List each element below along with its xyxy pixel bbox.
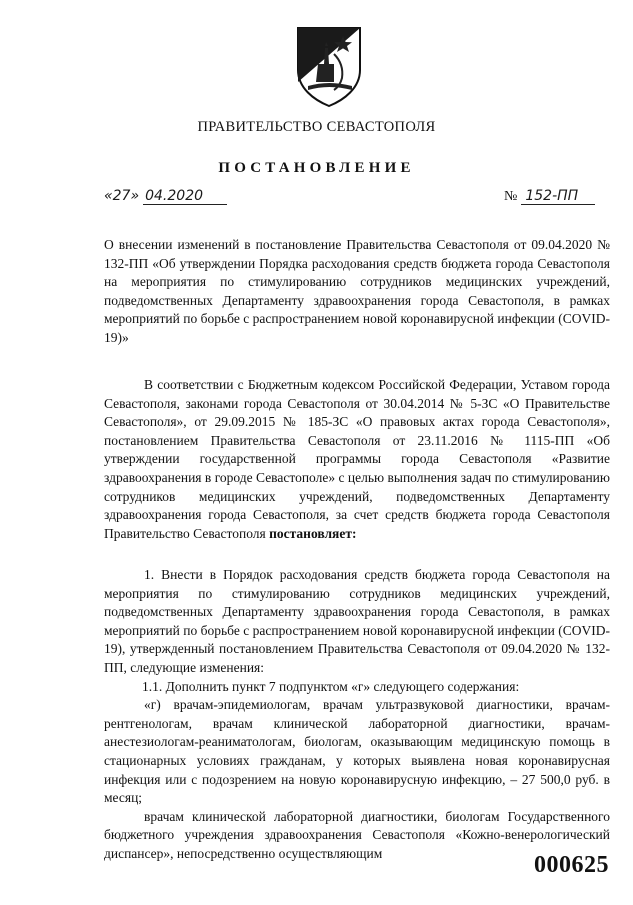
document-subject (104, 236, 610, 348)
government-name: ПРАВИТЕЛЬСТВО СЕВАСТОПОЛЯ (197, 119, 436, 135)
number-value: 152-ПП (521, 188, 595, 205)
paragraph-1-1: 1.1. Дополнить пункт 7 подпунктом «г» следующего содержания: (142, 678, 520, 694)
preamble-text: В соответствии с Бюджетным кодексом Российской Федерации, Уставом города Севастополя, законами города Севастополя от 30.04.2014 № 5-ЗС «О Правительстве Севастополя», от 29.09.2015 № 185-ЗС «О правовых актах города Севастополя», постановлением Правительства Севастополя от 23.11.2016 № 1115-ПП «Об утверждении государственной программы города Севастополя «Развитие здравоохранения в городе Севастополе» с целью выполнения задач по стимулированию сотрудников медицинских учреждений, подведомственных Департаменту здравоохранения города Севастополя, за счет средств бюджета города Севастополя Правительство Севастополя (104, 377, 610, 541)
decree-word: постановляет: (269, 525, 357, 541)
preamble (104, 376, 610, 543)
number-sign: № (504, 189, 518, 204)
paragraph-1: 1. Внести в Порядок расходования средств бюджета города Севастополя на мероприятия по стимулированию сотрудников медицинских учреждений, подведомственных Департаменту здравоохранения города Севастополя, в рамках мероприятий по борьбе с распространением новой коронавирусной инфекции (COVID-19), утвержденный постановлением Правительства Севастополя от 09.04.2020 № 132-ПП, следующие изменения: (104, 567, 610, 675)
date-day: «27» (104, 188, 140, 204)
document-body (104, 566, 610, 864)
paragraph-subpoint-g: «г) врачам-эпидемиологам, врачам ультразвуковой диагностики, врачам-рентгенологам, врачам клинической лабораторной диагностики, врачам-анестезиологам-реаниматологам, биологам, оказывающим медицинскую помощь в стационарных условиях гражданам, у которых выявлена новая коронавирусная инфекция или с подозрением на новую коронавирусную инфекцию, – 27 500,0 руб. в месяц; (104, 697, 610, 806)
preamble-paragraph (104, 376, 610, 543)
date-month-year: 04.2020 (143, 188, 227, 205)
document-date (104, 188, 227, 205)
subject-text: О внесении изменений в постановление Правительства Севастополя от 09.04.2020 № 132-ПП «Об утверждении Порядка расходования средств бюджета города Севастополя на мероприятия по стимулированию сотрудников медицинских учреждений, подведомственных Департаменту здравоохранения города Севастополя, в рамках мероприятий по борьбе с распространением новой коронавирусной инфекции (COVID-19)» (104, 237, 610, 345)
document-title: ПОСТАНОВЛЕНИЕ (218, 160, 415, 176)
paragraph-biologists: врачам клинической лабораторной диагностики, биологам Государственного бюджетного учреждения здравоохранения Севастополя «Кожно-венерологический диспансер», непосредственно осуществляющим (104, 808, 610, 861)
sevastopol-coat-of-arms-icon (294, 24, 364, 108)
document-number (504, 188, 595, 205)
serial-number: 000625 (534, 852, 609, 878)
